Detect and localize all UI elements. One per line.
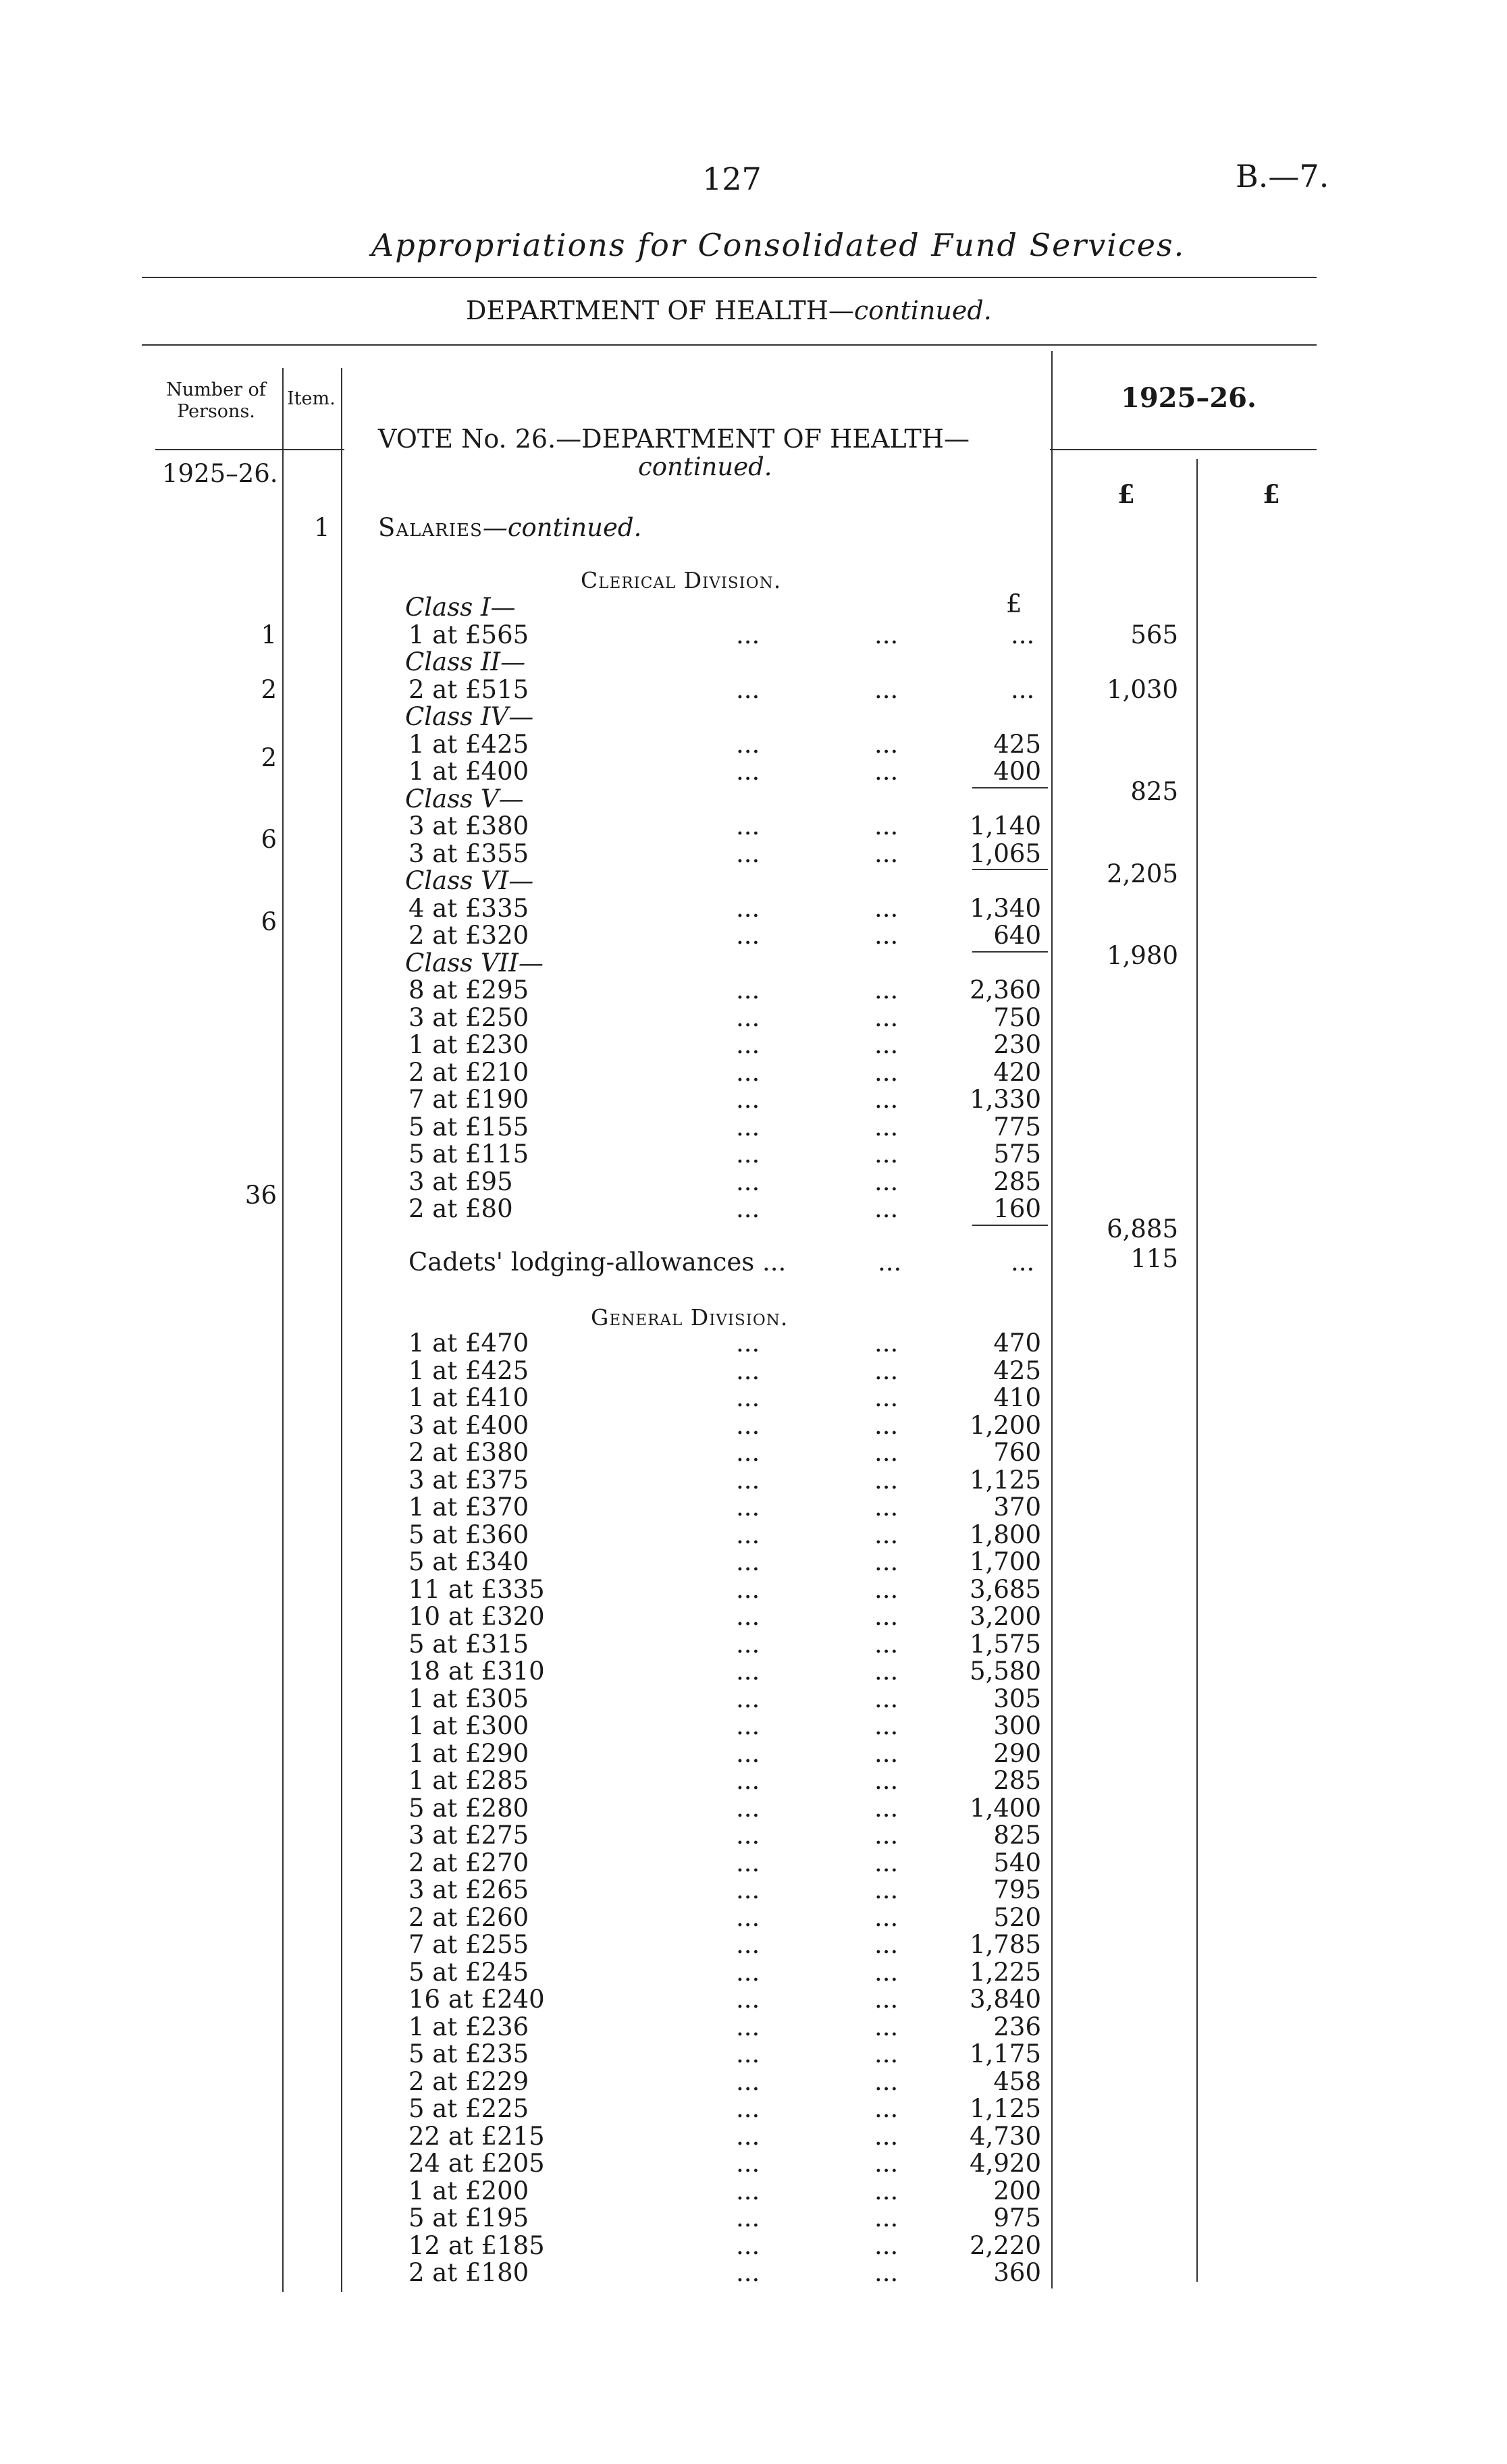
clerical-row-dots: ... [736,729,760,759]
general-row-amount: 1,200 [970,1410,1041,1440]
clerical-row-amount: 575 [993,1140,1041,1169]
clerical-row-dots: ... [874,1030,899,1059]
class-subtotal-rule [972,1225,1048,1226]
clerical-row-dots: ... [874,674,899,704]
clerical-row-dots: ... [874,729,899,759]
clerical-row-amount: ... [1011,620,1035,649]
general-row-dots: ... [736,1410,760,1440]
general-row-dots: ... [736,2176,760,2205]
general-row-dots: ... [874,2203,899,2232]
clerical-row-text: 5 at £115 [408,1140,529,1169]
general-row-dots: ... [874,1821,899,1850]
clerical-row-dots: ... [874,1140,899,1169]
general-row-text: 3 at £375 [408,1465,529,1495]
clerical-row-amount: 420 [993,1057,1041,1087]
clerical-row-dots: ... [736,921,760,950]
general-row-dots: ... [874,1629,899,1659]
clerical-row-amount: 1,330 [970,1085,1041,1114]
class-persons: 6 [261,825,277,855]
general-row-text: 5 at £235 [408,2039,529,2068]
general-row-text: 1 at £425 [408,1356,529,1385]
general-row-amount: 1,800 [970,1520,1041,1549]
general-row-dots: ... [874,1547,899,1576]
general-row-text: 1 at £410 [408,1383,529,1412]
general-row-dots: ... [874,1985,899,2014]
cadets-dots-right: ... [1011,1248,1035,1277]
general-row-dots: ... [874,1574,899,1604]
general-row-amount: 1,575 [970,1629,1041,1659]
general-row-amount: 4,730 [970,2121,1041,2151]
general-row-text: 12 at £185 [408,2230,545,2260]
general-row-dots: ... [874,1766,899,1795]
cadets-label: Cadets' lodging-allowances ... [408,1248,787,1277]
rule-item-desc [341,368,342,2292]
clerical-row-text: 3 at £95 [408,1167,513,1196]
general-row-amount: 1,125 [970,1465,1041,1495]
general-row-dots: ... [736,1766,760,1795]
general-row-amount: 300 [993,1711,1041,1740]
general-row-amount: 1,125 [970,2094,1041,2123]
general-row-amount: 1,225 [970,1957,1041,1987]
general-row-dots: ... [736,1465,760,1495]
general-row-text: 5 at £225 [408,2094,529,2123]
general-row-amount: 5,580 [970,1657,1041,1686]
general-row-text: 1 at £285 [408,1766,529,1795]
general-row-dots: ... [874,1657,899,1686]
clerical-row-dots: ... [736,975,760,1005]
general-row-text: 2 at £229 [408,2066,529,2096]
class-label: Class II— [405,647,526,676]
general-row-dots: ... [736,2012,760,2041]
general-row-dots: ... [736,1684,760,1713]
class-label: Class I— [405,593,516,622]
general-row-dots: ... [874,1875,899,1904]
general-row-amount: 3,840 [970,1985,1041,2014]
general-row-dots: ... [736,2094,760,2123]
clerical-row-dots: ... [736,893,760,923]
general-row-dots: ... [874,1520,899,1549]
general-row-dots: ... [736,1657,760,1686]
salaries-label [378,514,641,541]
rule-persons-item [282,368,284,2292]
general-row-dots: ... [736,1520,760,1549]
general-row-amount: 3,200 [970,1602,1041,1631]
class-persons: 1 [261,620,277,649]
general-row-dots: ... [736,1493,760,1522]
general-row-text: 1 at £305 [408,1684,529,1713]
general-row-text: 10 at £320 [408,1602,545,1631]
clerical-row-dots: ... [736,1057,760,1087]
general-row-dots: ... [874,1684,899,1713]
general-row-dots: ... [874,1602,899,1631]
general-row-dots: ... [874,2094,899,2123]
clerical-division-heading: Clerical Division. [581,567,782,593]
rule-desc-total [1051,351,1053,2288]
general-row-amount: 1,175 [970,2039,1041,2068]
year-left: 1925–26. [162,459,278,488]
general-row-dots: ... [736,1711,760,1740]
cadets-dots: ... [878,1248,902,1277]
clerical-row-text: 2 at £515 [408,674,529,704]
general-row-text: 2 at £270 [408,1848,529,1877]
clerical-row-dots: ... [874,757,899,786]
page-title: Appropriations for Consolidated Fund Services. [371,227,1186,263]
clerical-row-dots: ... [874,975,899,1005]
clerical-row-text: 2 at £320 [408,921,529,950]
general-row-amount: 236 [993,2012,1041,2041]
general-row-dots: ... [874,1383,899,1412]
general-row-dots: ... [874,1410,899,1440]
vote-title: VOTE No. 26.—DEPARTMENT OF HEALTH— [378,424,970,454]
clerical-row-text: 8 at £295 [408,975,529,1005]
general-row-amount: 760 [993,1438,1041,1467]
general-row-dots: ... [736,2149,760,2178]
general-row-amount: 458 [993,2066,1041,2096]
class-total: 1,030 [1107,674,1178,704]
general-row-amount: 1,785 [970,1930,1041,1959]
clerical-row-text: 3 at £380 [408,811,529,840]
general-row-dots: ... [874,2230,899,2260]
clerical-row-amount: 1,140 [970,811,1041,840]
class-label: Class IV— [405,702,534,731]
salaries-label-caps: Salaries [378,513,483,542]
clerical-row-amount: 775 [993,1112,1041,1142]
general-row-dots: ... [736,2230,760,2260]
class-persons: 36 [244,1180,277,1210]
clerical-pound-sign: £ [1006,589,1022,618]
class-total: 565 [1130,620,1178,649]
general-row-dots: ... [874,2258,899,2287]
class-persons: 2 [261,743,277,772]
general-row-text: 11 at £335 [408,1574,545,1604]
general-row-dots: ... [736,1875,760,1904]
clerical-row-amount: 2,360 [970,975,1041,1005]
clerical-row-dots: ... [736,674,760,704]
general-row-amount: 305 [993,1684,1041,1713]
clerical-row-text: 1 at £230 [408,1030,529,1059]
general-row-dots: ... [874,1711,899,1740]
clerical-row-dots: ... [736,1140,760,1169]
general-row-amount: 4,920 [970,2149,1041,2178]
general-row-dots: ... [874,2121,899,2151]
general-row-dots: ... [874,1356,899,1385]
general-row-dots: ... [736,1602,760,1631]
vote-continued: continued. [638,452,772,481]
clerical-row-dots: ... [874,838,899,868]
general-row-amount: 290 [993,1738,1041,1768]
clerical-row-text: 1 at £400 [408,757,529,786]
general-row-amount: 410 [993,1383,1041,1412]
class-subtotal-rule [972,787,1048,788]
clerical-row-text: 4 at £335 [408,893,529,923]
general-row-text: 1 at £290 [408,1738,529,1768]
clerical-row-amount: 1,340 [970,893,1041,923]
clerical-row-dots: ... [736,1112,760,1142]
general-row-text: 5 at £245 [408,1957,529,1987]
year-rule [1050,449,1317,450]
persons-header-rule [155,449,344,450]
clerical-row-text: 3 at £355 [408,838,529,868]
general-row-dots: ... [874,2176,899,2205]
general-row-dots: ... [874,2012,899,2041]
cadets-total: 115 [1130,1244,1178,1273]
general-row-dots: ... [736,1793,760,1823]
general-row-dots: ... [874,1957,899,1987]
general-row-amount: 200 [993,2176,1041,2205]
clerical-row-text: 7 at £190 [408,1085,529,1114]
clerical-row-text: 5 at £155 [408,1112,529,1142]
general-row-amount: 470 [993,1329,1041,1358]
clerical-row-dots: ... [874,1085,899,1114]
pound-sign-left: £ [1117,479,1135,509]
general-row-dots: ... [874,2149,899,2178]
general-row-dots: ... [736,1930,760,1959]
general-row-amount: 1,700 [970,1547,1041,1576]
department-heading [466,297,992,324]
department-rule [142,344,1317,346]
clerical-row-text: 2 at £210 [408,1057,529,1087]
general-row-dots: ... [874,1848,899,1877]
title-rule [142,277,1317,278]
clerical-row-text: 3 at £250 [408,1002,529,1032]
general-row-text: 16 at £240 [408,1985,545,2014]
clerical-row-dots: ... [736,1085,760,1114]
clerical-row-text: 1 at £565 [408,620,529,649]
general-row-amount: 425 [993,1356,1041,1385]
general-row-amount: 285 [993,1766,1041,1795]
general-row-dots: ... [736,1329,760,1358]
general-row-dots: ... [874,1438,899,1467]
class-total: 825 [1130,777,1178,807]
general-row-dots: ... [874,1930,899,1959]
general-row-dots: ... [736,1738,760,1768]
general-row-dots: ... [736,2066,760,2096]
general-row-dots: ... [736,2039,760,2068]
general-row-dots: ... [736,1848,760,1877]
general-row-amount: 975 [993,2203,1041,2232]
general-row-dots: ... [874,1902,899,1932]
clerical-row-text: 1 at £425 [408,729,529,759]
clerical-row-dots: ... [874,1167,899,1196]
paper-code: B.—7. [1236,158,1329,194]
clerical-row-amount: 400 [993,757,1041,786]
clerical-row-dots: ... [736,620,760,649]
general-row-text: 22 at £215 [408,2121,545,2151]
class-subtotal-rule [972,951,1048,953]
general-row-text: 1 at £236 [408,2012,529,2041]
salaries-label-rest: —continued. [482,513,642,542]
general-row-dots: ... [736,1957,760,1987]
general-row-amount: 3,685 [970,1574,1041,1604]
department-main: DEPARTMENT OF HEALTH— [466,296,854,325]
general-row-text: 2 at £380 [408,1438,529,1467]
general-row-text: 1 at £470 [408,1329,529,1358]
general-row-text: 5 at £360 [408,1520,529,1549]
clerical-row-dots: ... [874,1194,899,1223]
general-row-text: 1 at £300 [408,1711,529,1740]
general-row-amount: 795 [993,1875,1041,1904]
general-row-dots: ... [874,2039,899,2068]
general-row-dots: ... [736,2121,760,2151]
general-row-dots: ... [736,1356,760,1385]
clerical-row-dots: ... [736,1167,760,1196]
general-division-heading: General Division. [591,1304,789,1331]
class-label: Class VI— [405,866,534,895]
class-subtotal-rule [972,869,1048,870]
clerical-row-dots: ... [874,811,899,840]
general-row-dots: ... [736,2258,760,2287]
general-row-dots: ... [874,2066,899,2096]
clerical-row-dots: ... [874,1057,899,1087]
clerical-row-amount: 425 [993,729,1041,759]
clerical-row-amount: 230 [993,1030,1041,1059]
general-row-dots: ... [874,1329,899,1358]
item-header: Item. [287,388,336,409]
clerical-row-dots: ... [874,921,899,950]
page-number: 127 [702,161,762,197]
general-row-text: 18 at £310 [408,1657,545,1686]
clerical-row-text: 2 at £80 [408,1194,513,1223]
general-row-amount: 520 [993,1902,1041,1932]
clerical-row-amount: 750 [993,1002,1041,1032]
general-row-dots: ... [736,1629,760,1659]
general-row-dots: ... [874,1738,899,1768]
general-row-dots: ... [736,1821,760,1850]
clerical-row-dots: ... [874,1002,899,1032]
clerical-row-dots: ... [874,620,899,649]
general-row-dots: ... [736,1985,760,2014]
class-label: Class VII— [405,948,544,977]
clerical-row-dots: ... [736,1002,760,1032]
general-row-text: 3 at £275 [408,1821,529,1850]
general-row-text: 5 at £340 [408,1547,529,1576]
general-row-text: 5 at £195 [408,2203,529,2232]
clerical-row-amount: 285 [993,1167,1041,1196]
general-row-text: 5 at £280 [408,1793,529,1823]
general-row-text: 2 at £260 [408,1902,529,1932]
general-row-dots: ... [736,1383,760,1412]
clerical-row-amount: 640 [993,921,1041,950]
general-row-amount: 360 [993,2258,1041,2287]
general-row-text: 3 at £400 [408,1410,529,1440]
general-row-dots: ... [736,1902,760,1932]
general-row-text: 5 at £315 [408,1629,529,1659]
item-number: 1 [314,513,330,542]
clerical-row-amount: 160 [993,1194,1041,1223]
clerical-row-dots: ... [874,893,899,923]
general-row-dots: ... [874,1793,899,1823]
general-row-dots: ... [736,1547,760,1576]
general-row-text: 1 at £200 [408,2176,529,2205]
class-total: 1,980 [1107,941,1178,971]
rule-total-right [1196,459,1198,2282]
general-row-dots: ... [874,1465,899,1495]
general-row-dots: ... [874,1493,899,1522]
general-row-amount: 370 [993,1493,1041,1522]
clerical-row-dots: ... [874,1112,899,1142]
general-row-amount: 2,220 [970,2230,1041,2260]
general-row-text: 24 at £205 [408,2149,545,2178]
pound-sign-right: £ [1263,479,1280,509]
general-row-dots: ... [736,1438,760,1467]
clerical-row-dots: ... [736,811,760,840]
general-row-text: 2 at £180 [408,2258,529,2287]
general-row-dots: ... [736,2203,760,2232]
general-row-dots: ... [736,1574,760,1604]
year-right: 1925–26. [1121,382,1257,414]
clerical-row-amount: ... [1011,674,1035,704]
clerical-row-dots: ... [736,838,760,868]
clerical-row-dots: ... [736,1194,760,1223]
class-total: 6,885 [1107,1214,1178,1244]
general-row-text: 3 at £265 [408,1875,529,1904]
number-of-persons-header: Number of Persons. [166,379,266,422]
department-continued: continued. [853,296,992,325]
general-row-amount: 1,400 [970,1793,1041,1823]
class-label: Class V— [405,784,524,813]
class-persons: 2 [261,674,277,704]
class-total: 2,205 [1107,859,1178,888]
general-row-text: 1 at £370 [408,1493,529,1522]
class-persons: 6 [261,907,277,936]
general-row-amount: 825 [993,1821,1041,1850]
general-row-text: 7 at £255 [408,1930,529,1959]
clerical-row-amount: 1,065 [970,838,1041,868]
clerical-row-dots: ... [736,757,760,786]
clerical-row-dots: ... [736,1030,760,1059]
general-row-amount: 540 [993,1848,1041,1877]
